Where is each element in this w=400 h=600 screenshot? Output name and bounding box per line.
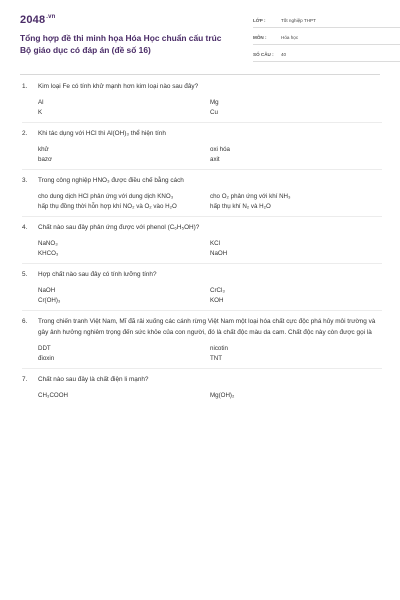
- question-stem: [22, 374, 382, 385]
- answer-option[interactable]: KHCO₃: [38, 250, 59, 257]
- question-stem: [22, 81, 382, 92]
- meta-row-class: [253, 14, 400, 28]
- answer-option[interactable]: KOH: [210, 297, 224, 304]
- answer-option[interactable]: Mg(OH)₂: [210, 392, 235, 399]
- meta-label: LỚP :: [253, 18, 266, 23]
- answer-option[interactable]: KCl: [210, 240, 220, 247]
- logo-suffix: .vn: [46, 14, 56, 21]
- question-item: [22, 374, 382, 405]
- question-item: [22, 175, 382, 217]
- page-header: [20, 14, 380, 66]
- answer-options: [38, 385, 382, 405]
- question-text: Trong công nghiệp HNO₃ được điều chế bằng cách: [38, 177, 184, 184]
- meta-value: 40: [281, 52, 287, 57]
- question-number: 5.: [22, 271, 28, 278]
- question-item: [22, 128, 382, 170]
- document-title: Tổng hợp đề thi minh họa Hóa Học chuẩn cấu trúc Bộ giáo dục có đáp án (đề số 16): [20, 33, 222, 55]
- answer-option[interactable]: Al: [38, 99, 44, 106]
- question-number: 2.: [22, 130, 28, 137]
- answer-option[interactable]: DDT: [38, 345, 51, 352]
- answer-option[interactable]: hấp thụ đồng thời hỗn hợp khí NO₂ và O₂ vào H₂O: [38, 203, 177, 210]
- question-text: Kim loại Fe có tính khử mạnh hơn kim loại nào sau đây?: [38, 83, 199, 90]
- meta-value: Hóa học: [281, 35, 299, 40]
- answer-option[interactable]: bazơ: [38, 156, 53, 163]
- meta-row-subject: [253, 31, 400, 45]
- question-number: 6.: [22, 318, 28, 325]
- question-text: Khi tác dụng với HCl thì Al(OH)₃ thể hiện tính: [38, 130, 166, 137]
- question-stem: [22, 222, 382, 233]
- question-text: Hợp chất nào sau đây có tính lưỡng tính?: [38, 271, 157, 278]
- answer-option[interactable]: NaOH: [38, 287, 56, 294]
- meta-row-count: [253, 48, 400, 62]
- answer-option[interactable]: K: [38, 109, 43, 116]
- question-stem: [22, 128, 382, 139]
- question-number: 1.: [22, 83, 28, 90]
- question-list: [22, 81, 382, 410]
- answer-option[interactable]: khử: [38, 146, 49, 153]
- answer-option[interactable]: cho O₂ phản ứng với khí NH₃: [210, 193, 291, 200]
- answer-option[interactable]: Mg: [210, 99, 219, 106]
- question-item: [22, 269, 382, 311]
- question-item: [22, 222, 382, 264]
- logo-text: 2048: [20, 14, 46, 26]
- answer-option[interactable]: TNT: [210, 355, 223, 362]
- meta-value: Tốt nghiệp THPT: [281, 18, 316, 23]
- question-number: 7.: [22, 376, 28, 383]
- question-stem: [22, 269, 382, 280]
- question-item: [22, 81, 382, 123]
- answer-option[interactable]: Cu: [210, 109, 218, 116]
- question-stem: [22, 316, 382, 338]
- answer-option[interactable]: nicotin: [210, 345, 228, 352]
- question-number: 4.: [22, 224, 28, 231]
- site-logo[interactable]: [20, 14, 56, 26]
- meta-label: MÔN :: [253, 35, 267, 40]
- question-text: Chất nào sau đây phản ứng được với phenol (C₆H₅OH)?: [38, 224, 200, 231]
- answer-option[interactable]: CH₃COOH: [38, 392, 69, 399]
- answer-options: [38, 338, 382, 368]
- answer-option[interactable]: Cr(OH)₃: [38, 297, 61, 304]
- answer-options: [38, 139, 382, 169]
- meta-label: SỐ CÂU :: [253, 52, 274, 57]
- answer-option[interactable]: CrCl₃: [210, 287, 225, 294]
- question-item: [22, 316, 382, 369]
- question-number: 3.: [22, 177, 28, 184]
- answer-option[interactable]: NaNO₃: [38, 240, 58, 247]
- answer-option[interactable]: NaOH: [210, 250, 228, 257]
- document-meta: [253, 14, 400, 65]
- answer-option[interactable]: hấp thụ khí N₂ và H₂O: [210, 203, 271, 210]
- answer-option[interactable]: cho dung dịch HCl phản ứng với dung dịch KNO₃: [38, 193, 174, 200]
- answer-option[interactable]: axit: [210, 156, 220, 163]
- question-text: Chất nào sau đây là chất điện li mạnh?: [38, 376, 149, 383]
- answer-options: [38, 233, 382, 263]
- answer-options: [38, 280, 382, 310]
- answer-option[interactable]: đioxin: [38, 355, 55, 362]
- header-divider: [20, 74, 380, 75]
- answer-option[interactable]: oxi hóa: [210, 146, 230, 153]
- question-stem: [22, 175, 382, 186]
- answer-options: [38, 186, 382, 216]
- answer-options: [38, 92, 382, 122]
- question-text: Trong chiến tranh Việt Nam, Mĩ đã rải xuống các cánh rừng Việt Nam một loại hóa chất cực độc phá hủy môi trường và gây ảnh hưởng nghiêm trọng đến sức khỏe của con người, đó là chất độc màu da cam. Chất độc này còn được gọi là: [38, 318, 376, 336]
